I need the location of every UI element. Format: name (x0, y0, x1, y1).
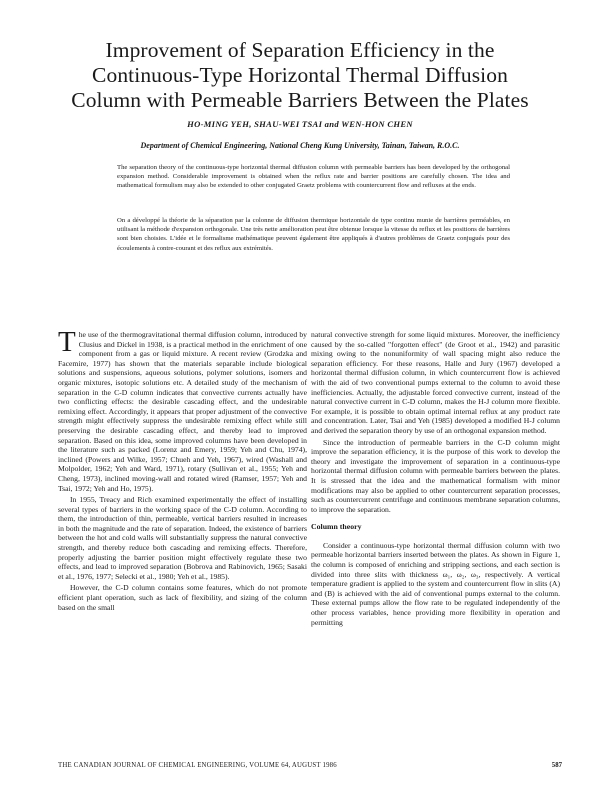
author-affiliation: Department of Chemical Engineering, National Cheng Kung University, Tainan, Taiwan, R.O.C. (140, 141, 460, 150)
body-paragraph: However, the C-D column contains some features, which do not promote efficient plant operation, such as lack of flexibility, and sizing of the column based on the small (58, 583, 307, 612)
abstract-english: The separation theory of the continuous-type horizontal thermal diffusion column with permeable barriers has been developed by the orthogonal expansion method. Considerable improvement is obtained when the reflux rate and barrier positions are carefully chosen. The idea and mathematical formulism may also be extended to other conjugated Graetz problems with countercurrent flow and refluxes at the ends. (117, 164, 510, 190)
journal-citation: THE CANADIAN JOURNAL OF CHEMICAL ENGINEERING, VOLUME 64, AUGUST 1986 (58, 762, 337, 769)
page-footer (58, 762, 562, 774)
paper-title (40, 38, 560, 113)
author-list: HO-MING YEH, SHAU-WEI TSAI and WEN-HON CHEN (187, 119, 413, 129)
body-paragraph: natural convective strength for some liquid mixtures. Moreover, the inefficiency caused by the so-called "forgotten effect" (de Groot et al., 1942) and parasitic mixing owing to the nonuniformity of wall spacing might also reduce the separation efficiency. For these reasons, Halle and Jury (1967) developed a horizontal thermal diffusion column, in which countercurrent flow is achieved with the aid of two conventional pumps external to the column to avoid these inefficiencies. Actually, the adjustable forced convective current, instead of the natural convective current in C-D column, makes the H-J column more flexible. For example, it is possible to obtain optimal internal reflux at any product rate and concentration. Later, Tsai and Yeh (1985) developed a modified H-J column and derived the separation theory by use of an orthogonal expansion method. (311, 330, 560, 435)
body-paragraph: The use of the thermogravitational thermal diffusion column, introduced by Clusius and Dickel in 1938, is a practical method in the enrichment of one component from a gas or liquid mixture. A recent review (Grodzka and Facemire, 1977) has shown that the materials separable include biological solutions and suspensions, aqueous solutions, polymer solutions, isomers and organic mixtures, isotopic solutions etc. A detailed study of the mechanism of separation in the C-D column indicates that convective currents actually have two conflicting effects: the desirable cascading effect, and the undesirable remixing effect. Accordingly, it appears that proper adjustment of the convective strength might effectively suppress the undesirable remixing effect while still preserving the desirable cascading effect, and thereby lead to improved separation. Based on this idea, some improved columns have been developed in the literature such as packed (Lorenz and Emery, 1959; Yeh and Chu, 1974), inclined (Powers and Wilke, 1957; Chueh and Yeh, 1967), wired (Washall and Molpolder, 1962; Yeh and Ward, 1971), rotary (Sullivan et al., 1955; Yeh and Cheng, 1973), inclined moving-wall and rotated wired (Ramser, 1957; Yeh and Tsai, 1972; Yeh and Ho, 1975). (58, 326, 307, 493)
body-column-right (311, 330, 560, 627)
body-column-left (58, 326, 307, 612)
title-line-2: Continuous-Type Horizontal Thermal Diffusion (92, 63, 508, 87)
body-paragraph: In 1955, Treacy and Rich examined experimentally the effect of installing several types of barriers in the working space of the C-D column. According to them, the introduction of thin, permeable, vertical barriers resulted in increases in both the magnitude and the rate of separation. Indeed, the existence of barriers between the hot and cold walls will substantially suppress the natural convective strength, and thereby reduce both cascading and remixing effects. Therefore, properly adjusting the barrier position might effectively regulate these two effects, and lead to improved separation (Bobrova and Rabinovich, 1965; Sasaki et al., 1976, 1977; Selecki et al., 1980; Yeh et al., 1985). (58, 495, 307, 581)
title-line-1: Improvement of Separation Efficiency in the (105, 38, 495, 62)
body-paragraph: Since the introduction of permeable barriers in the C-D column might improve the separation efficiency, it is the purpose of this work to develop the theory and investigate the improvement of separation in a continuous-type horizontal thermal diffusion column with permeable barriers between the plates. It is stressed that the idea and the mathematical formalism with minor modifications may also be applied to other countercurrent separation processes, such as countercurrent centrifuge and continuous membrane separation columns, to improve the separation. (311, 437, 560, 514)
abstract-french: On a développé la théorie de la séparation par la colonne de diffusion thermique horizontale de type continu munie de barrières perméables, en utilisant la méthode d'expansion orthogonale. Une très nette amélioration peut être obtenue lorsque la vitesse du reflux et les positions de barrières sont bien choisies. L'idée et le formalisme mathématique peuvent également être appliqués à d'autres problèmes de Graetz conjugués pour des écoulements à contre-courant et des reflux aux extrémités. (117, 217, 510, 252)
page-number: 587 (551, 762, 562, 769)
section-heading: Column theory (311, 522, 362, 532)
body-paragraph: Consider a continuous-type horizontal thermal diffusion column with two permeable horizontal barriers inserted between the plates. As shown in Figure 1, the column is composed of enriching and stripping sections, and each section is divided into three slits with thickness ω₁, ω₂, ω₃, respectively. A vertical temperature gradient is applied to the system and countercurrent flow in slits (A) and (B) is achieved with the aid of conventional pumps external to the column. These external pumps allow the flow rate to be regulated independently of the other process variables, hence providing more flexibility in operation and permitting (311, 540, 560, 627)
title-line-3: Column with Permeable Barriers Between the Plates (71, 88, 529, 112)
